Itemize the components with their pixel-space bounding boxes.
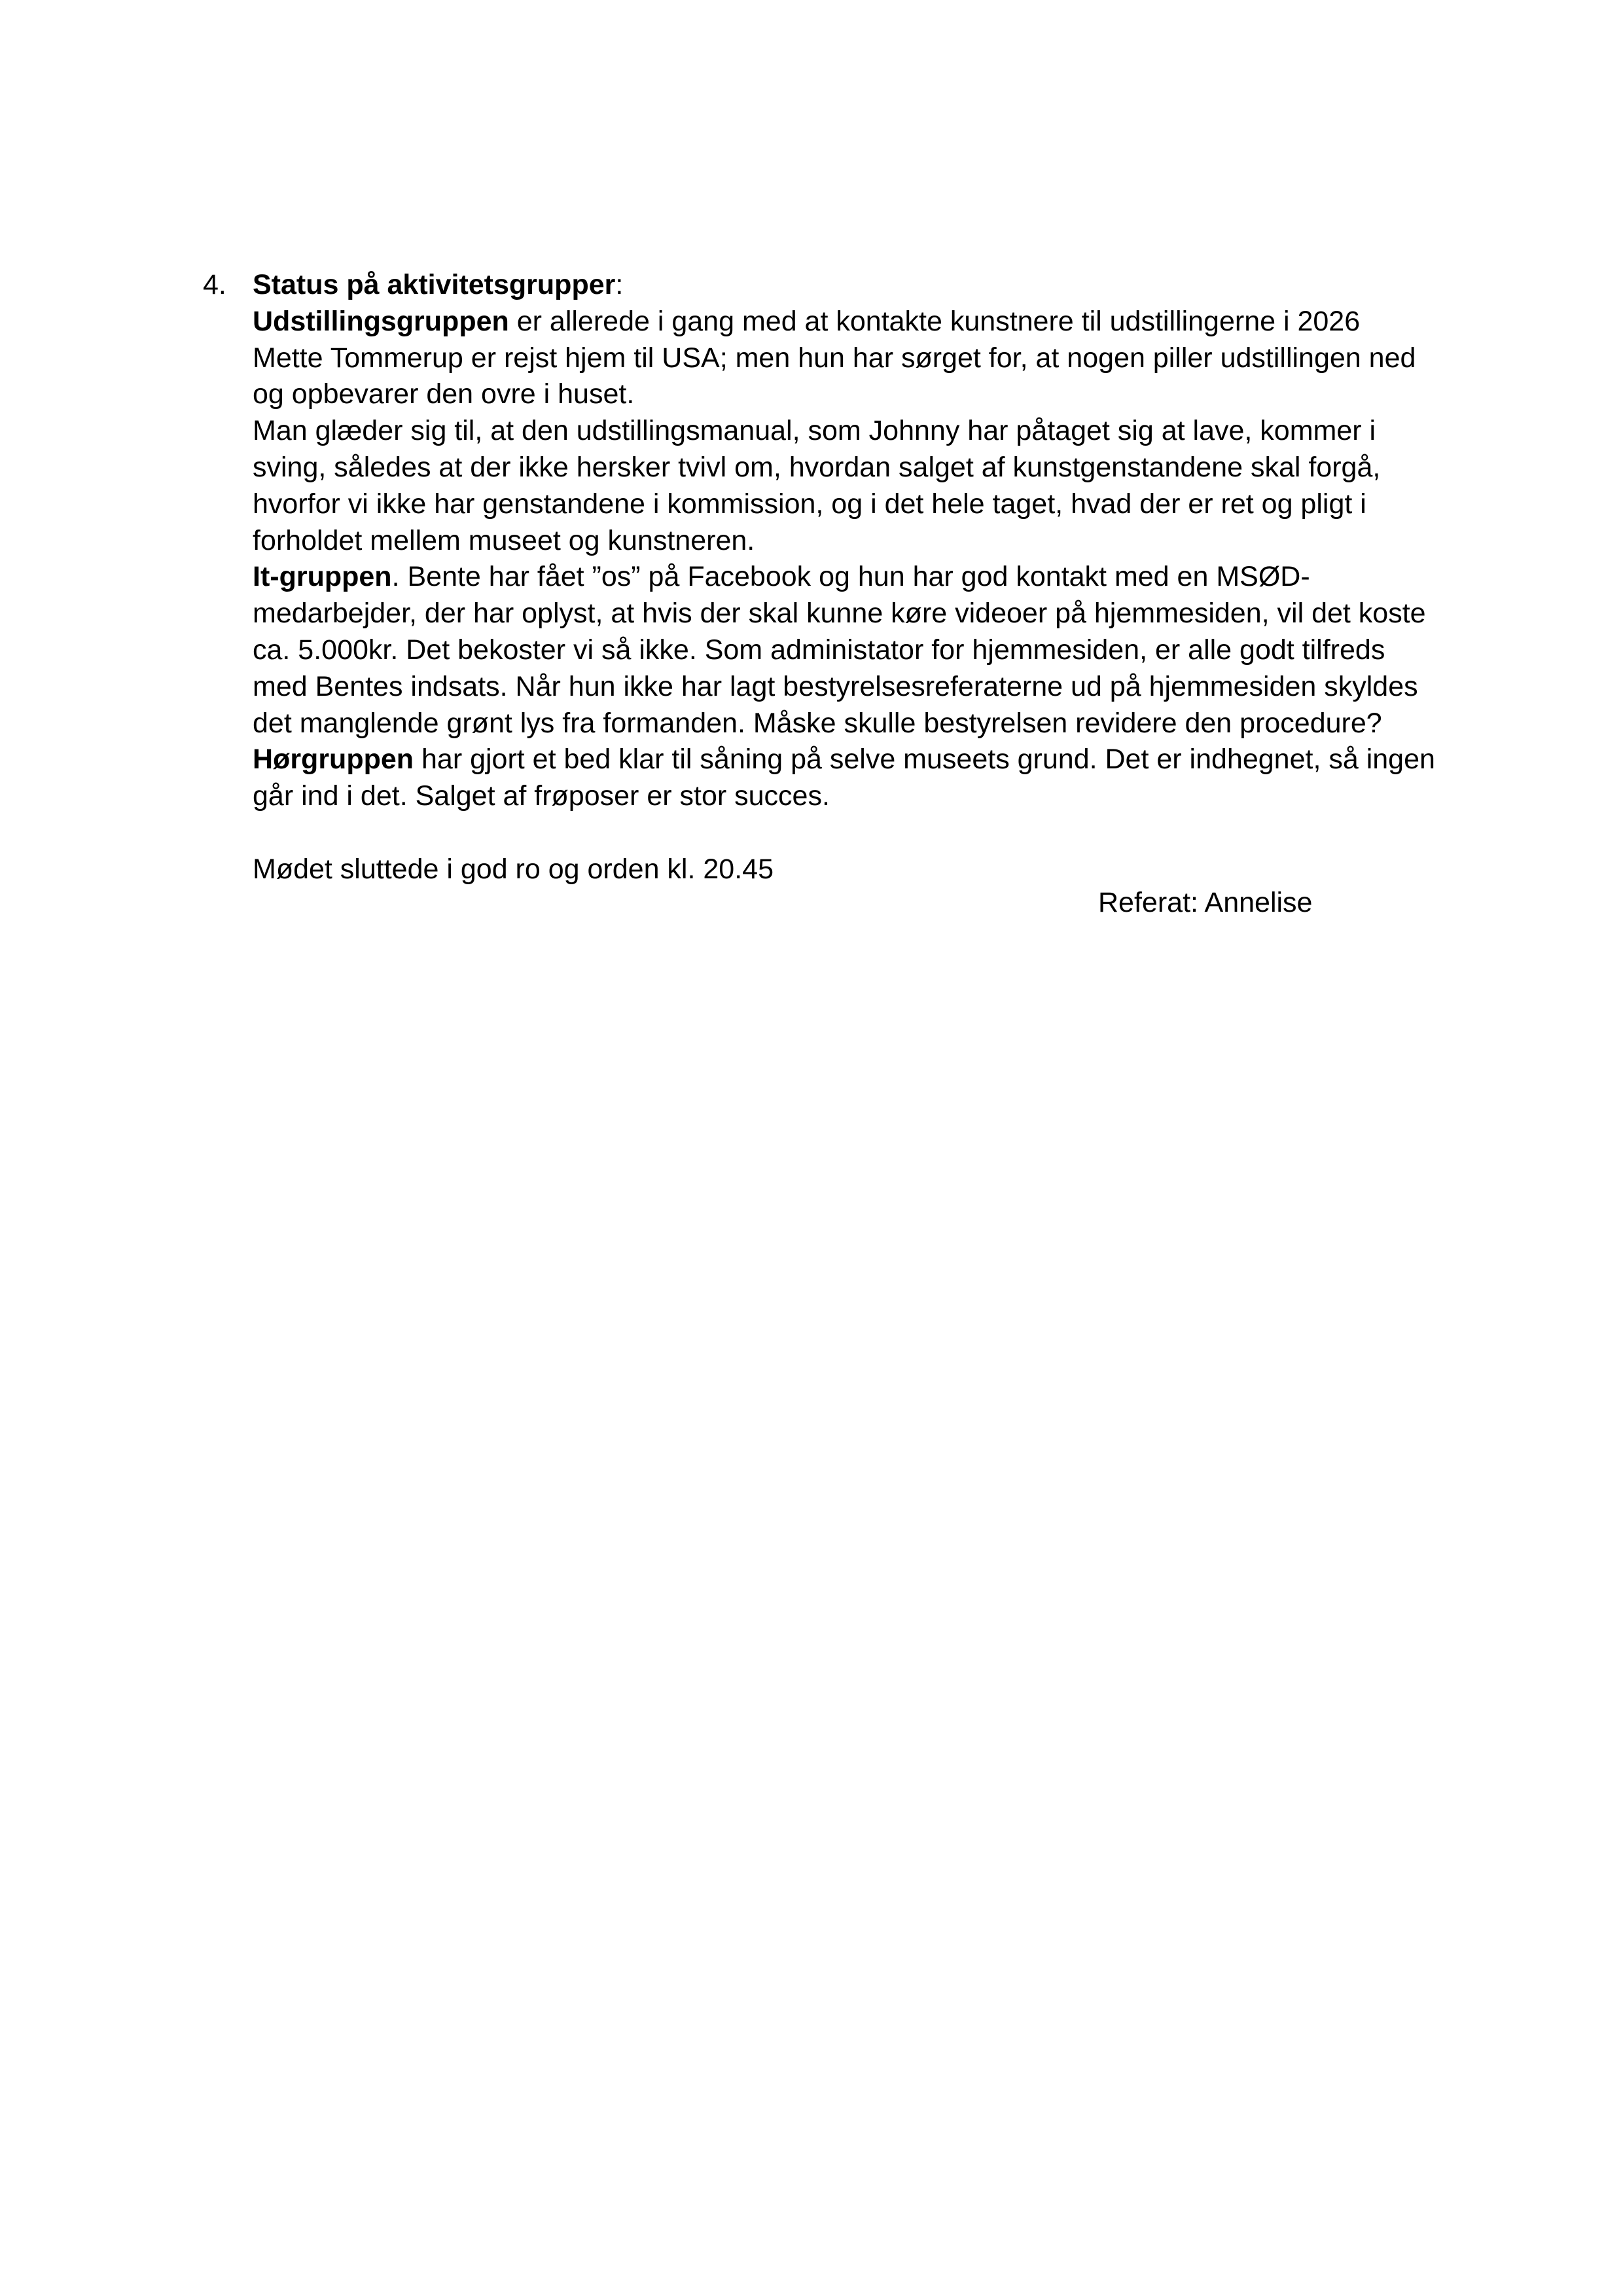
closing-line: Mødet sluttede i god ro og orden kl. 20.45: [253, 853, 774, 885]
it-line-4: med Bentes indsats. Når hun ikke har lagt bestyrelsesreferaterne ud på hjemmesiden skyldes: [253, 670, 1418, 702]
udstilling-line-7: forholdet mellem museet og kunstneren.: [253, 524, 755, 556]
udstilling-line-5: sving, således at der ikke hersker tvivl om, hvordan salget af kunstgenstandene skal forgå,: [253, 451, 1381, 483]
udstilling-line-1: [253, 304, 1489, 340]
it-title: It-gruppen: [253, 561, 392, 593]
hor-line-1: [253, 742, 1489, 778]
it-text-1: . Bente har fået ”os” på Facebook og hun har god kontakt med en MSØD-: [391, 561, 1310, 593]
udstilling-line-3: og opbevarer den ovre i huset.: [253, 378, 635, 410]
it-line-2: medarbejder, der har oplyst, at hvis der skal kunne køre videoer på hjemmesiden, vil det koste: [253, 598, 1426, 630]
hor-title: Hørgruppen: [253, 744, 414, 776]
section-heading: Status på aktivitetsgrupper: [253, 269, 616, 300]
hor-line-2: går ind i det. Salget af frøposer er stor succes.: [253, 780, 830, 812]
blank-line: [253, 815, 1489, 852]
udstilling-line-2: Mette Tommerup er rejst hjem til USA; men hun har sørget for, at nogen piller udstillingen ned: [253, 342, 1416, 374]
agenda-item-body: [253, 267, 1489, 888]
section-heading-colon: :: [615, 269, 624, 300]
list-number: 4.: [203, 269, 226, 300]
udstilling-text-1: er allerede i gang med at kontakte kunstnere til udstillingerne i 2026: [508, 305, 1361, 337]
minutes-signature: Referat: Annelise: [1098, 887, 1313, 918]
hor-text-1: har gjort et bed klar til såning på selve museets grund. Det er indhegnet, så ingen: [414, 744, 1435, 776]
section-heading-line: [253, 267, 1489, 304]
it-line-1: [253, 559, 1489, 596]
it-line-5: det manglende grønt lys fra formanden. Måske skulle bestyrelsen revidere den procedure?: [253, 707, 1382, 739]
udstilling-line-6: hvorfor vi ikke har genstandene i kommission, og i det hele taget, hvad der er ret og pligt i: [253, 488, 1366, 520]
udstilling-line-4: Man glæder sig til, at den udstillingsmanual, som Johnny har påtaget sig at lave, kommer i: [253, 415, 1376, 447]
it-line-3: ca. 5.000kr. Det bekoster vi så ikke. Som administator for hjemmesiden, er alle godt tilfreds: [253, 634, 1385, 666]
udstilling-title: Udstillingsgruppen: [253, 305, 509, 337]
